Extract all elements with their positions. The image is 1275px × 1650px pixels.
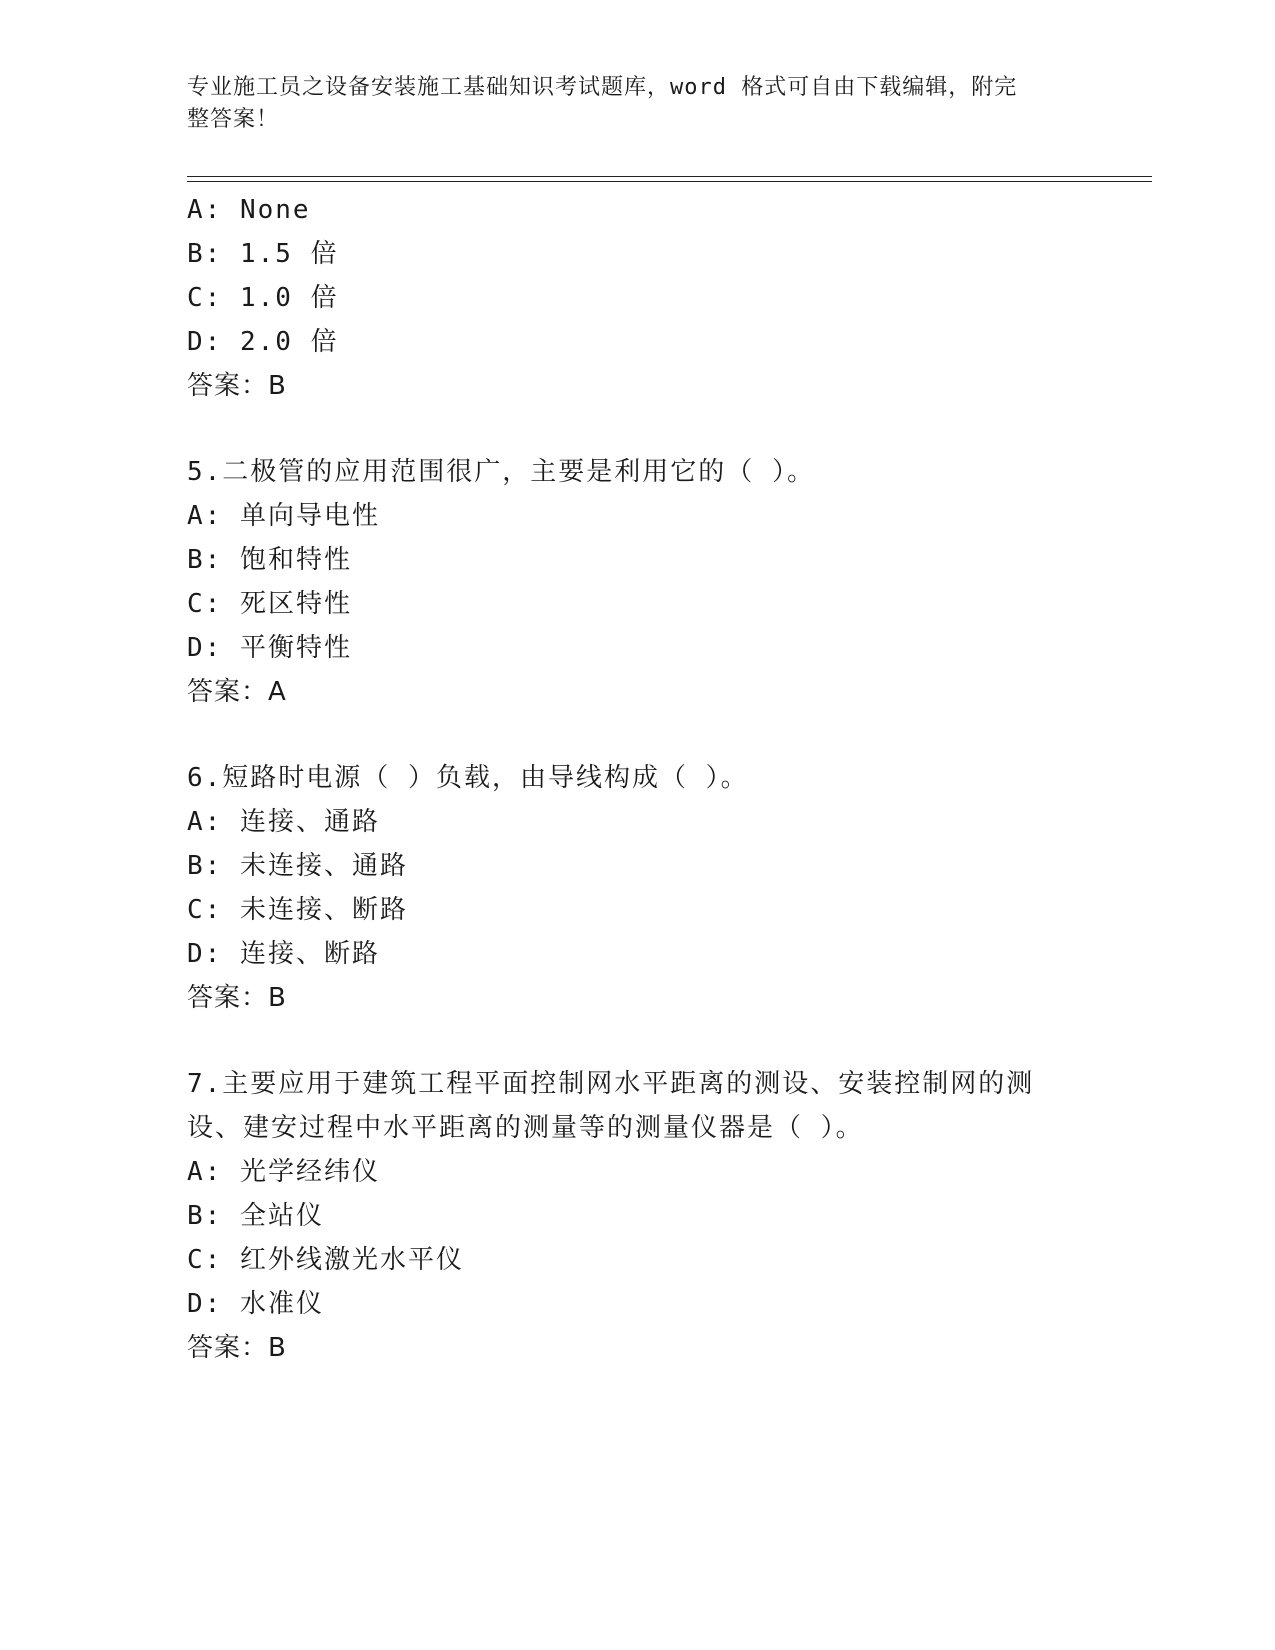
header-line-1: 专业施工员之设备安装施工基础知识考试题库，word 格式可自由下载编辑，附完 [187, 75, 1018, 100]
q4-option-d: D: 2.0 倍 [187, 327, 339, 357]
q6-option-c: C: 未连接、断路 [187, 895, 408, 925]
q6-answer: 答案：B [187, 983, 287, 1013]
q7-option-d: D: 水准仪 [187, 1289, 324, 1319]
q7-option-a: A: 光学经纬仪 [187, 1157, 380, 1187]
q6-option-d: D: 连接、断路 [187, 939, 380, 969]
q7-question-line-2: 设、建安过程中水平距离的测量等的测量仪器是（ ）。 [187, 1113, 864, 1143]
q4-answer: 答案：B [187, 371, 287, 401]
q4-option-b: B: 1.5 倍 [187, 239, 339, 269]
q7-question-line-1: 7.主要应用于建筑工程平面控制网水平距离的测设、安装控制网的测 [187, 1069, 1035, 1099]
q7-answer: 答案：B [187, 1333, 287, 1363]
document-header [187, 72, 1067, 136]
q6-option-a: A: 连接、通路 [187, 807, 380, 837]
header-divider-bottom [187, 181, 1152, 182]
header-divider-top [187, 176, 1152, 177]
q6-option-b: B: 未连接、通路 [187, 851, 408, 881]
q7-option-b: B: 全站仪 [187, 1201, 324, 1231]
q5-question: 5.二极管的应用范围很广，主要是利用它的（ ）。 [187, 457, 815, 487]
q6-question: 6.短路时电源（ ）负载，由导线构成（ ）。 [187, 763, 749, 793]
header-line-2: 整答案！ [187, 107, 280, 132]
q5-option-b: B: 饱和特性 [187, 545, 352, 575]
q5-option-c: C: 死区特性 [187, 589, 352, 619]
q7-option-c: C: 红外线激光水平仪 [187, 1245, 464, 1275]
q4-option-a: A: None [187, 195, 311, 225]
q5-option-a: A: 单向导电性 [187, 501, 380, 531]
q5-option-d: D: 平衡特性 [187, 633, 352, 663]
q4-option-c: C: 1.0 倍 [187, 283, 339, 313]
q5-answer: 答案：A [187, 677, 287, 707]
